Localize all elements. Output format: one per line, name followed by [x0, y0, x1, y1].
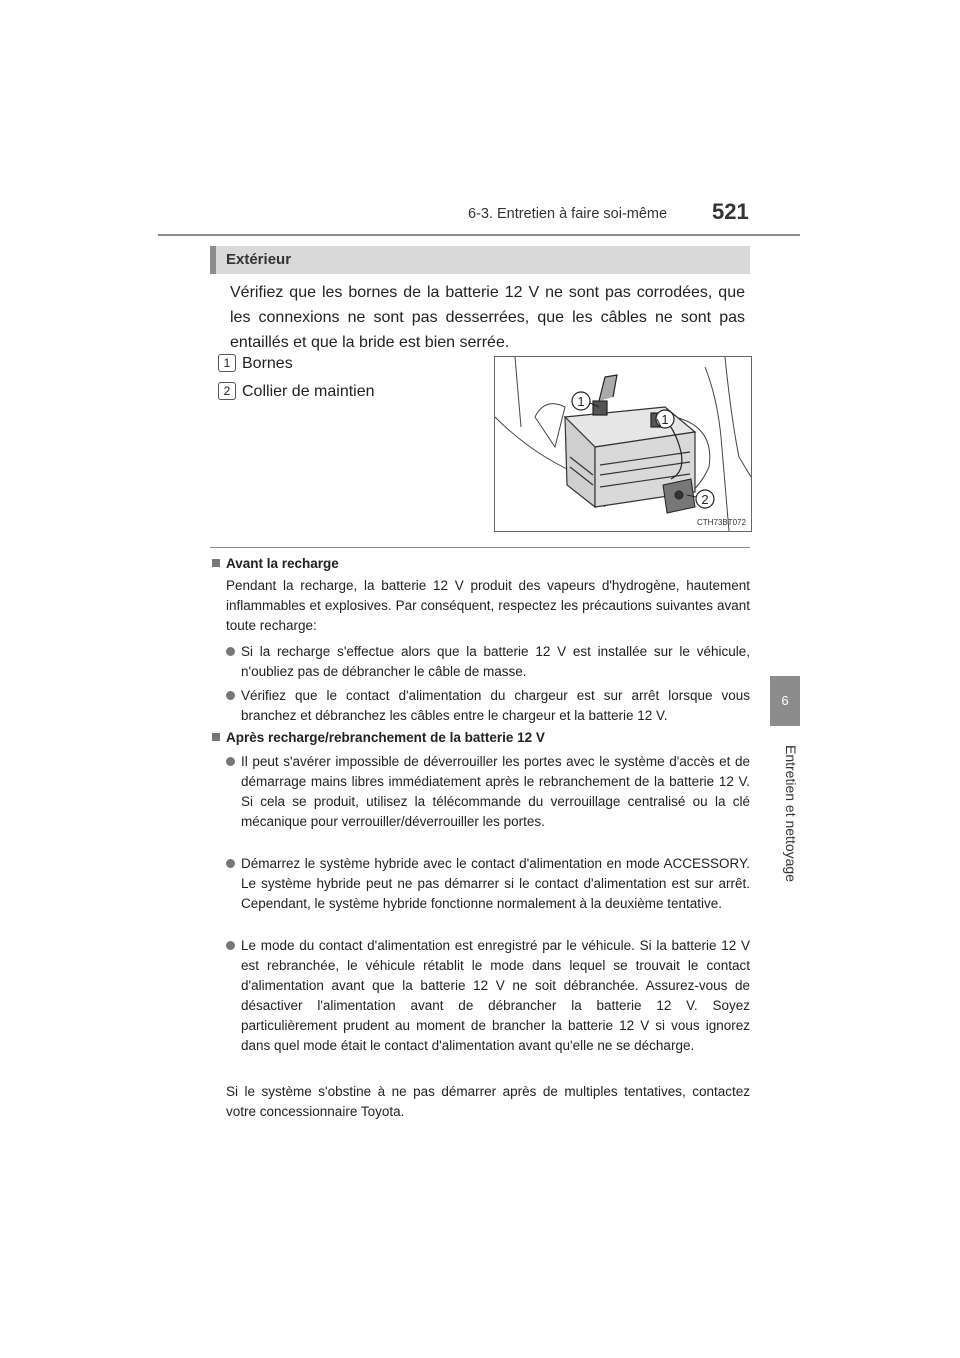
square-bullet-icon — [212, 559, 220, 567]
notes-divider — [210, 547, 750, 548]
list-item: Il peut s'avérer impossible de déverrouiller les portes avec le système d'accès et de démarrage mains libres immédiatement après le rebranchement de la batterie 12 V. Si cela se produit, utilisez la télécommande du verrouillage centralisé ou la clé mécanique pour verrouiller/déverrouiller les portes. — [226, 752, 750, 832]
figure-marker-1: 1 — [577, 394, 585, 409]
callout-terminals — [218, 354, 293, 373]
battery-figure — [494, 356, 752, 532]
note-heading-before-charging: Avant la recharge — [212, 556, 339, 571]
section-heading-bar — [210, 246, 216, 274]
running-header-section: 6-3. Entretien à faire soi-même — [468, 206, 668, 222]
callout-label: Bornes — [242, 355, 293, 372]
header-rule — [158, 234, 800, 236]
round-bullet-icon — [226, 691, 235, 700]
figure-caption: CTH73BT072 — [697, 518, 746, 527]
battery-illustration — [495, 357, 751, 531]
list-item: Le mode du contact d'alimentation est enregistré par le véhicule. Si la batterie 12 V est rebranchée, le véhicule rétablit le mode dans lequel se trouvait le contact d'alimentation avant que la batterie 12 V ne soit débranchée. Assurez-vous de désactiver l'alimentation avant de débrancher la batterie 12 V. Soyez particulièrement prudent au moment de brancher la batterie 12 V si vous ignorez dans quel mode était le contact d'alimentation avant qu'elle ne se décharge. — [226, 936, 750, 1056]
section-heading-box — [210, 246, 750, 274]
page-number: 521 — [712, 199, 749, 224]
square-bullet-icon — [212, 733, 220, 741]
section-title: Extérieur — [226, 251, 292, 268]
chapter-title-vertical: Entretien et nettoyage — [783, 745, 799, 882]
round-bullet-icon — [226, 757, 235, 766]
chapter-tab: 6 — [770, 676, 800, 726]
note-paragraph: Pendant la recharge, la batterie 12 V produit des vapeurs d'hydrogène, hautement inflammables et explosives. Par conséquent, respectez les précautions suivantes avant toute recharge: — [226, 578, 750, 633]
list-item: Démarrez le système hybride avec le contact d'alimentation en mode ACCESSORY. Le système hybride peut ne pas démarrer si le contact d'alimentation est sur arrêt. Cependant, le système hybride fonctionne normalement à la deuxième tentative. — [226, 854, 750, 914]
section-intro: Vérifiez que les bornes de la batterie 12 V ne sont pas corrodées, que les connexions ne sont pas desserrées, que les câbles ne sont pas entaillés et que la bride est bien serrée. — [230, 284, 745, 351]
list-item: Vérifiez que le contact d'alimentation du chargeur est sur arrêt lorsque vous branchez et débranchez les câbles entre le chargeur et la batterie 12 V. — [226, 686, 750, 726]
callout-label: Collier de maintien — [242, 383, 375, 400]
round-bullet-icon — [226, 859, 235, 868]
list-item: Si la recharge s'effectue alors que la batterie 12 V est installée sur le véhicule, n'oubliez pas de débrancher le câble de masse. — [226, 642, 750, 682]
callout-clamp — [218, 382, 375, 401]
figure-marker-2: 2 — [701, 492, 709, 507]
note-heading-after-charging: Après recharge/rebranchement de la batterie 12 V — [212, 730, 545, 745]
figure-marker-1b: 1 — [661, 412, 669, 427]
round-bullet-icon — [226, 647, 235, 656]
callout-number: 1 — [218, 354, 236, 372]
note-closing: Si le système s'obstine à ne pas démarrer après de multiples tentatives, contactez votre concessionnaire Toyota. — [226, 1084, 750, 1119]
callout-number: 2 — [218, 382, 236, 400]
round-bullet-icon — [226, 941, 235, 950]
